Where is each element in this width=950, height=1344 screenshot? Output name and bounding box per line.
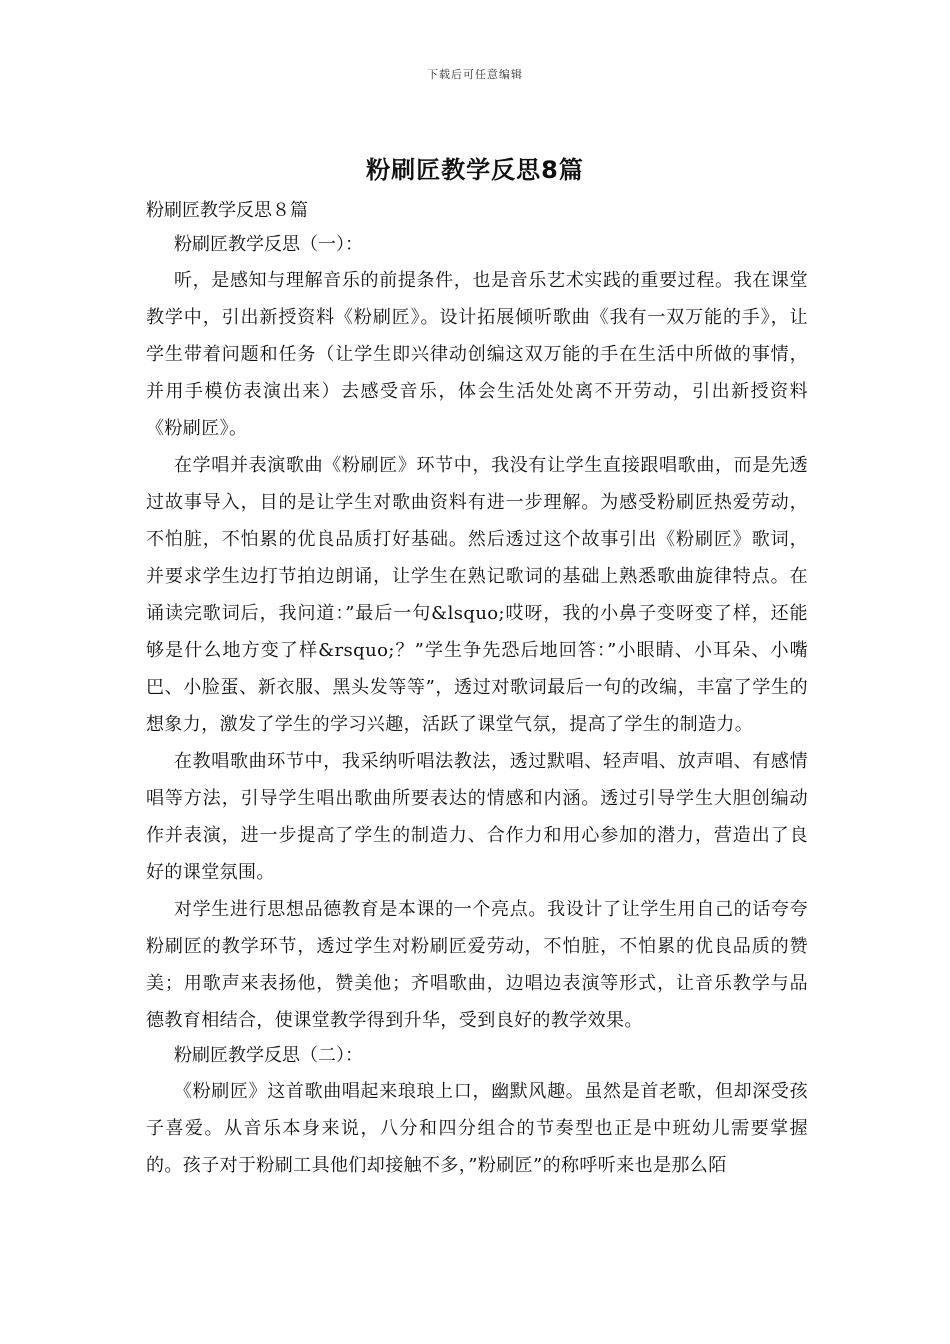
section-1-paragraph-2: 在学唱并表演歌曲《粉刷匠》环节中，我没有让学生直接跟唱歌曲，而是先透过故事导入，目的是让学生对歌曲资料有进一步理解。为感受粉刷匠热爱劳动，不怕脏，不怕累的优良品质打好基础。然后透过这个故事引出《粉刷匠》歌词，并要求学生边打节拍边朗诵，让学生在熟记歌词的基础上熟悉歌曲旋律特点。在诵读完歌词后，我问道：”最后一句&lsquo;哎呀，我的小鼻子变呀变了样，还能够是什么地方变了样&rsquo;？”学生争先恐后地回答：”小眼睛、小耳朵、小嘴巴、小脸蛋、新衣服、黑头发等等”，透过对歌词最后一句的改编，丰富了学生的想象力，激发了学生的学习兴趣，活跃了课堂气氛，提高了学生的制造力。 xyxy=(146,455,808,735)
section-2-heading: 粉刷匠教学反思（二）： xyxy=(174,1045,363,1066)
section-2-paragraph-1: 《粉刷匠》这首歌曲唱起来琅琅上口，幽默风趣。虽然是首老歌，但却深受孩子喜爱。从音乐本身来说，八分和四分组合的节奏型也正是中班幼儿需要掌握的。孩子对于粉刷工具他们却接触不多，”粉刷匠”的称呼听来也是那么陌 xyxy=(146,1081,808,1176)
section-1-heading: 粉刷匠教学反思（一）： xyxy=(174,234,363,255)
header-note: 下载后可任意编辑 xyxy=(427,68,523,81)
section-1-paragraph-1: 听，是感知与理解音乐的前提条件，也是音乐艺术实践的重要过程。我在课堂教学中，引出新授资料《粉刷匠》。设计拓展倾听歌曲《我有一双万能的手》，让学生带着问题和任务（让学生即兴律动创编这双万能的手在生活中所做的事情，并用手模仿表演出来）去感受音乐，体会生活处处离不开劳动，引出新授资料《粉刷匠》。 xyxy=(146,270,808,439)
document-subtitle: 粉刷匠教学反思８篇 xyxy=(146,200,308,221)
section-1-paragraph-3: 在教唱歌曲环节中，我采纳听唱法教法，透过默唱、轻声唱、放声唱、有感情唱等方法，引导学生唱出歌曲所要表达的情感和内涵。透过引导学生大胆创编动作并表演，进一步提高了学生的制造力、合作力和用心参加的潜力，营造出了良好的课堂氛围。 xyxy=(146,751,808,883)
document-title: 粉刷匠教学反思8篇 xyxy=(366,156,584,184)
document-body xyxy=(146,194,808,1184)
section-1-paragraph-4: 对学生进行思想品德教育是本课的一个亮点。我设计了让学生用自己的话夸夸粉刷匠的教学环节，透过学生对粉刷匠爱劳动，不怕脏，不怕累的优良品质的赞美；用歌声来表扬他，赞美他；齐唱歌曲，边唱边表演等形式，让音乐教学与品德教育相结合，使课堂教学得到升华，受到良好的教学效果。 xyxy=(146,899,808,1031)
